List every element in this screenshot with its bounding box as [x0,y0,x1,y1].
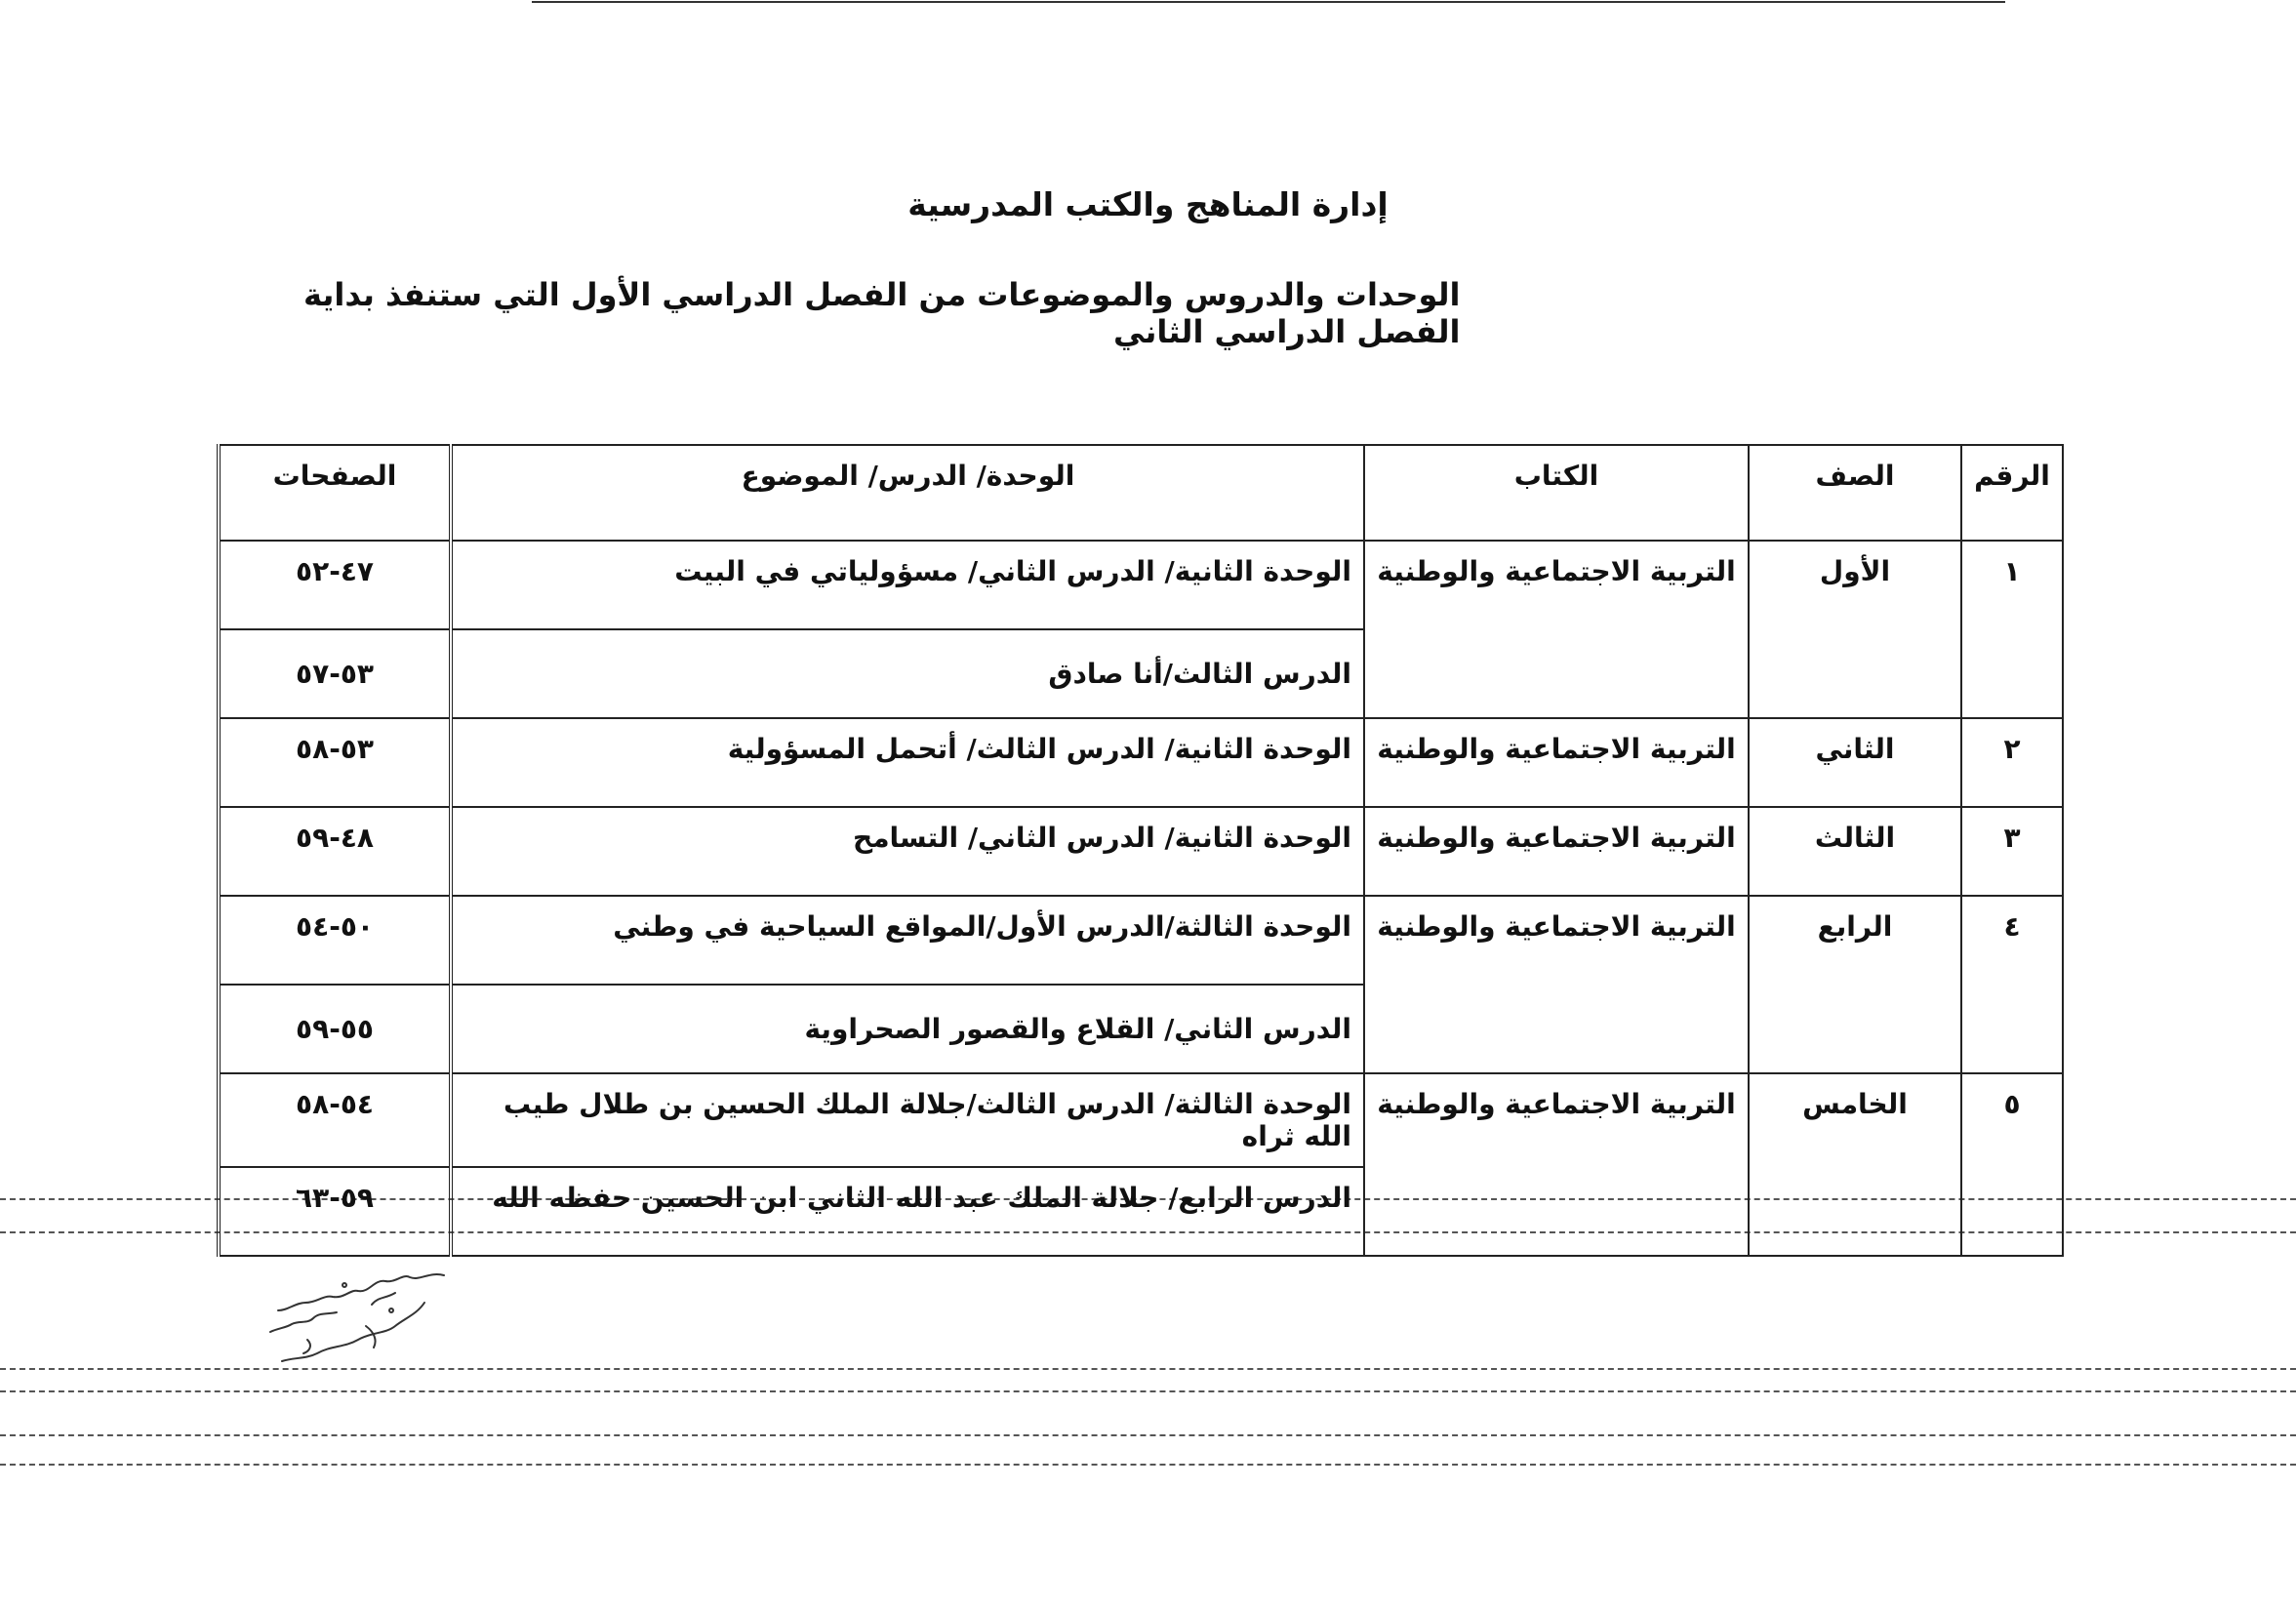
cell-grade: الثالث [1749,807,1961,896]
cell-number: ٤ [1961,896,2063,1073]
cell-number: ٣ [1961,807,2063,896]
cell-number: ٢ [1961,718,2063,807]
cell-topic: الوحدة الثانية/ الدرس الثاني/ التسامح [451,807,1364,896]
table-row [219,541,2063,629]
col-header-number: الرقم [1961,445,2063,541]
cell-book: التربية الاجتماعية والوطنية [1364,896,1749,1073]
table-row [219,1073,2063,1167]
document-title: إدارة المناهج والكتب المدرسية [907,185,1389,223]
cell-pages: ٥٤-٥٨ [219,1073,451,1167]
scan-artifact-line [0,1464,2296,1466]
cell-pages: ٥٠-٥٤ [219,896,451,985]
cell-number: ١ [1961,541,2063,718]
cell-grade: الأول [1749,541,1961,718]
cell-grade: الخامس [1749,1073,1961,1256]
cell-pages: ٤٧-٥٢ [219,541,451,629]
cell-pages: ٤٨-٥٩ [219,807,451,896]
table-header-row [219,445,2063,541]
cell-topic: الدرس الرابع/ جلالة الملك عبد الله الثاني ابن الحسين حفظه الله [451,1167,1364,1256]
cell-pages: ٥٥-٥٩ [219,985,451,1073]
cell-pages: ٥٣-٥٨ [219,718,451,807]
cell-pages: ٥٣-٥٧ [219,629,451,718]
document-subtitle [0,276,2296,350]
scan-artifact-line [0,1390,2296,1392]
cell-book: التربية الاجتماعية والوطنية [1364,541,1749,718]
cell-number: ٥ [1961,1073,2063,1256]
curriculum-table [217,444,2064,1257]
cell-topic: الوحدة الثانية/ الدرس الثالث/ أتحمل المسؤولية [451,718,1364,807]
document-subtitle-text: الوحدات والدروس والموضوعات من الفصل الدراسي الأول التي ستنفذ بداية الفصل الدراسي الثاني [302,276,1461,350]
cell-grade: الثاني [1749,718,1961,807]
cell-book: التربية الاجتماعية والوطنية [1364,807,1749,896]
col-header-topic: الوحدة/ الدرس/ الموضوع [451,445,1364,541]
table-row [219,896,2063,985]
cell-topic: الوحدة الثالثة/ الدرس الثالث/جلالة الملك الحسين بن طلال طيب الله ثراه [451,1073,1364,1167]
cell-topic: الدرس الثاني/ القلاع والقصور الصحراوية [451,985,1364,1073]
table-row [219,807,2063,896]
col-header-pages: الصفحات [219,445,451,541]
cell-topic: الوحدة الثانية/ الدرس الثاني/ مسؤولياتي في البيت [451,541,1364,629]
cell-book: التربية الاجتماعية والوطنية [1364,718,1749,807]
scan-top-line [532,1,2005,3]
cell-pages: ٥٩-٦٣ [219,1167,451,1256]
scan-artifact-line [0,1434,2296,1436]
col-header-book: الكتاب [1364,445,1749,541]
cell-topic: الدرس الثالث/أنا صادق [451,629,1364,718]
cell-book: التربية الاجتماعية والوطنية [1364,1073,1749,1256]
cell-grade: الرابع [1749,896,1961,1073]
handwritten-signature [249,1264,454,1371]
cell-topic: الوحدة الثالثة/الدرس الأول/المواقع السياحية في وطني [451,896,1364,985]
table-row [219,718,2063,807]
col-header-grade: الصف [1749,445,1961,541]
